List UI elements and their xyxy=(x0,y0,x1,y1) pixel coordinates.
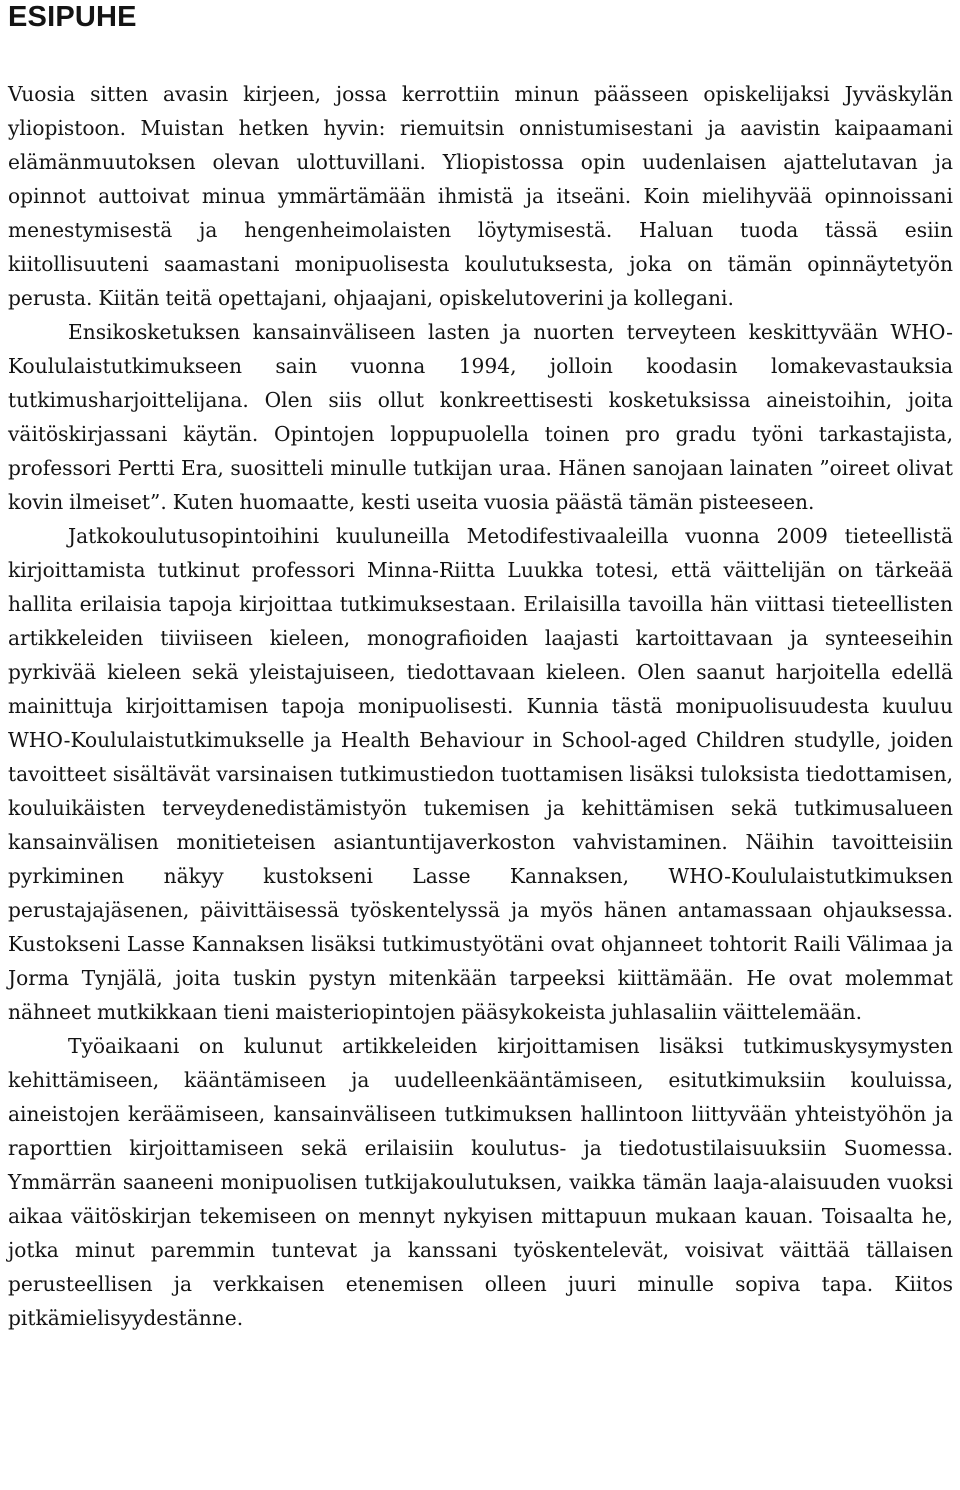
paragraph-3: Jatkokoulutusopintoihini kuuluneilla Metodifestivaaleilla vuonna 2009 tieteellistä kirjoittamista tutkinut professori Minna-Riitta Luukka totesi, että väittelijän on tärkeää hallita erilaisia tapoja kirjoittaa tutkimuksestaan. Erilaisilla tavoilla hän viittasi tieteellisten artikkeleiden tiiviiseen kieleen, monografioiden laajasti kartoittavaan ja synteeseihin pyrkivää kieleen sekä yleistajuiseen, tiedottavaan kieleen. Olen saanut harjoitella edellä mainittuja kirjoittamisen tapoja monipuolisesti. Kunnia tästä monipuolisuudesta kuuluu WHO-Koululaistutkimukselle ja Health Behaviour in School-aged Children studylle, joiden tavoitteet sisältävät varsinaisen tutkimustiedon tuottamisen lisäksi tuloksista tiedottamisen, kouluikäisten terveydenedistämistyön tukemisen ja kehittämisen sekä tutkimusalueen kansainvälisen monitieteisen asiantuntijaverkoston vahvistaminen. Näihin tavoitteisiin pyrkiminen näkyy kustokseni Lasse Kannaksen, WHO-Koululaistutkimuksen perustajajäsenen, päivittäisessä työskentelyssä ja myös hänen antamassaan ohjauksessa. Kustokseni Lasse Kannaksen lisäksi tutkimustyötäni ovat ohjanneet tohtorit Raili Välimaa ja Jorma Tynjälä, joita tuskin pystyn mitenkään tarpeeksi kiittämään. He ovat molemmat nähneet mutkikkaan tieni maisteriopintojen pääsykokeista juhlasaliin väittelemään. xyxy=(8,524,953,1024)
paragraph-2: Ensikosketuksen kansainväliseen lasten ja nuorten terveyteen keskittyvään WHO-Koululaistutkimukseen sain vuonna 1994, jolloin koodasin lomakevastauksia tutkimusharjoittelijana. Olen siis ollut konkreettisesti kosketuksissa aineistoihin, joita väitöskirjassani käytän. Opintojen loppupuolella toinen pro gradu työni tarkastajista, professori Pertti Era, suositteli minulle tutkijan uraa. Hänen sanojaan lainaten ”oireet olivat kovin ilmeiset”. Kuten huomaatte, kesti useita vuosia päästä tämän pisteeseen. xyxy=(8,320,953,514)
page-heading: ESIPUHE xyxy=(8,1,137,33)
paragraph-1: Vuosia sitten avasin kirjeen, jossa kerrottiin minun päässeen opiskelijaksi Jyväskylän yliopistoon. Muistan hetken hyvin: riemuitsin onnistumisestani ja aavistin kaipaamani elämänmuutoksen olevan ulottuvillani. Yliopistossa opin uudenlaisen ajattelutavan ja opinnot auttoivat minua ymmärtämään ihmistä ja itseäni. Koin mielihyvää opinnoissani menestymisestä ja hengenheimolaisten löytymisestä. Haluan tuoda tässä esiin kiitollisuuteni saamastani monipuolisesta koulutuksesta, joka on tämän opinnäytetyön perusta. Kiitän teitä opettajani, ohjaajani, opiskelutoverini ja kollegani. xyxy=(8,82,953,310)
preface-body xyxy=(8,77,953,1335)
paragraph-4: Työaikaani on kulunut artikkeleiden kirjoittamisen lisäksi tutkimuskysymysten kehittämiseen, kääntämiseen ja uudelleenkääntämiseen, esitutkimuksiin kouluissa, aineistojen keräämiseen, kansainväliseen tutkimuksen hallintoon liittyvään yhteistyöhön ja raporttien kirjoittamiseen sekä erilaisiin koulutus- ja tiedotustilaisuuksiin Suomessa. Ymmärrän saaneeni monipuolisen tutkijakoulutuksen, vaikka tämän laaja-alaisuuden vuoksi aikaa väitöskirjan tekemiseen on mennyt nykyisen mittapuun mukaan kauan. Toisaalta he, jotka minut paremmin tuntevat ja kanssani työskentelevät, voisivat väittää tällaisen perusteellisen ja verkkaisen etenemisen olleen juuri minulle sopiva tapa. Kiitos pitkämielisyydestänne. xyxy=(8,1034,953,1330)
